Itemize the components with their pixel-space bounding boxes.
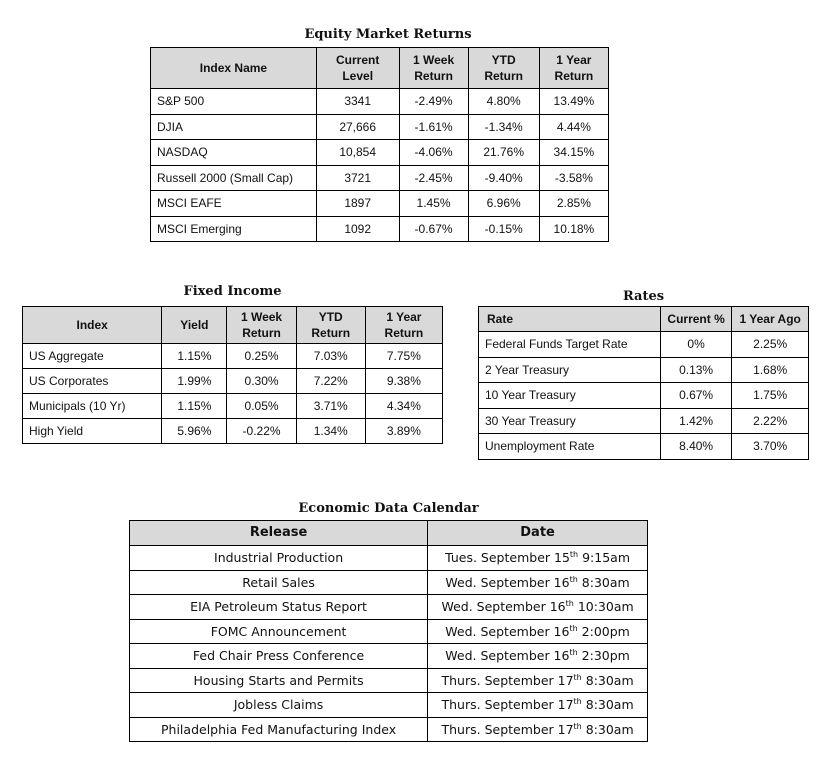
release-cell: FOMC Announcement [130,619,428,644]
econ-row [130,595,648,620]
rates-cell: 2.22% [732,408,809,434]
fixed-row [23,419,443,444]
fixed-cell: 7.03% [296,344,365,369]
equity-cell: DJIA [151,114,317,140]
date-cell [428,570,648,595]
equity-header-0: Index Name [151,48,317,89]
equity-cell: 1092 [316,216,399,242]
fixed-cell: 3.89% [365,419,442,444]
fixed-cell: 7.22% [296,369,365,394]
release-cell: Retail Sales [130,570,428,595]
equity-table [150,47,609,242]
rates-row [479,383,809,409]
rates-cell: 10 Year Treasury [479,383,661,409]
date-suffix: th [569,574,578,584]
date-day: Tues. September 15 [445,550,570,566]
equity-cell: 4.44% [539,114,608,140]
fixed-cell: -0.22% [227,419,296,444]
rates-cell: 0.13% [660,357,732,383]
date-cell [428,619,648,644]
equity-cell: 27,666 [316,114,399,140]
fixed-header-2: 1 Week Return [227,307,296,344]
date-day: Wed. September 16 [445,648,570,664]
rates-header-0: Rate [479,307,661,332]
rates-row [479,357,809,383]
equity-cell: -4.06% [399,140,468,166]
date-time: 8:30am [577,574,630,590]
fixed-cell: 1.99% [162,369,227,394]
rates-cell: 2 Year Treasury [479,357,661,383]
equity-row [151,191,609,217]
release-cell: Fed Chair Press Conference [130,644,428,669]
econ-header-1: Date [428,521,648,546]
econ-row [130,668,648,693]
econ-row [130,693,648,718]
equity-header-3: YTD Return [468,48,539,89]
date-day: Wed. September 16 [445,574,570,590]
rates-body [479,332,809,460]
date-time: 8:30am [581,697,634,713]
date-cell [428,717,648,742]
date-cell [428,595,648,620]
fixed-header-row [23,307,443,344]
econ-header-0: Release [130,521,428,546]
equity-cell: -0.67% [399,216,468,242]
fixed-cell: High Yield [23,419,162,444]
fixed-row [23,344,443,369]
equity-cell: Russell 2000 (Small Cap) [151,165,317,191]
fixed-cell: 4.34% [365,394,442,419]
release-cell: EIA Petroleum Status Report [130,595,428,620]
fixed-cell: 7.75% [365,344,442,369]
fixed-header-1: Yield [162,307,227,344]
equity-header-1: Current Level [316,48,399,89]
rates-header-2: 1 Year Ago [732,307,809,332]
equity-cell: 34.15% [539,140,608,166]
equity-cell: 2.85% [539,191,608,217]
date-day: Wed. September 16 [441,599,566,615]
fixed-income-table [22,306,443,444]
rates-header-row [479,307,809,332]
fixed-header-4: 1 Year Return [365,307,442,344]
release-cell: Housing Starts and Permits [130,668,428,693]
econ-title: Economic Data Calendar [298,501,479,516]
equity-cell: 10,854 [316,140,399,166]
econ-row [130,644,648,669]
fixed-header-3: YTD Return [296,307,365,344]
date-time: 8:30am [581,721,634,737]
econ-header-row [130,521,648,546]
rates-cell: 1.75% [732,383,809,409]
date-time: 9:15am [578,550,631,566]
fixed-cell: 1.34% [296,419,365,444]
equity-cell: MSCI EAFE [151,191,317,217]
fixed-cell: 0.30% [227,369,296,394]
equity-row [151,216,609,242]
date-day: Wed. September 16 [445,623,570,639]
equity-cell: 1.45% [399,191,468,217]
fixed-cell: 3.71% [296,394,365,419]
equity-cell: -1.34% [468,114,539,140]
equity-cell: 1897 [316,191,399,217]
fixed-income-title: Fixed Income [183,284,282,299]
rates-row [479,332,809,358]
rates-cell: 0.67% [660,383,732,409]
release-cell: Industrial Production [130,546,428,571]
date-day: Thurs. September 17 [441,672,574,688]
date-suffix: th [573,721,582,731]
fixed-cell: 5.96% [162,419,227,444]
equity-cell: 4.80% [468,89,539,115]
rates-cell: Federal Funds Target Rate [479,332,661,358]
fixed-body [23,344,443,444]
release-cell: Jobless Claims [130,693,428,718]
equity-cell: 21.76% [468,140,539,166]
release-cell: Philadelphia Fed Manufacturing Index [130,717,428,742]
fixed-header-0: Index [23,307,162,344]
equity-cell: 13.49% [539,89,608,115]
date-suffix: th [569,550,579,560]
equity-cell: -9.40% [468,165,539,191]
rates-header-1: Current % [660,307,732,332]
equity-row [151,140,609,166]
equity-header-4: 1 Year Return [539,48,608,89]
econ-row [130,717,648,742]
rates-cell: 8.40% [660,434,732,460]
equity-cell: -0.15% [468,216,539,242]
equity-cell: MSCI Emerging [151,216,317,242]
equity-cell: -3.58% [539,165,608,191]
rates-cell: Unemployment Rate [479,434,661,460]
date-suffix: th [569,648,578,658]
equity-cell: S&P 500 [151,89,317,115]
rates-cell: 0% [660,332,732,358]
econ-row [130,546,648,571]
date-cell [428,668,648,693]
equity-cell: 10.18% [539,216,608,242]
date-cell [428,644,648,669]
rates-cell: 1.42% [660,408,732,434]
equity-header-row [151,48,609,89]
rates-cell: 30 Year Treasury [479,408,661,434]
rates-cell: 2.25% [732,332,809,358]
equity-cell: 3721 [316,165,399,191]
rates-row [479,434,809,460]
fixed-row [23,369,443,394]
date-day: Thurs. September 17 [441,721,574,737]
equity-cell: -1.61% [399,114,468,140]
equity-cell: 3341 [316,89,399,115]
econ-row [130,570,648,595]
fixed-cell: US Aggregate [23,344,162,369]
date-cell [428,693,648,718]
fixed-cell: US Corporates [23,369,162,394]
equity-title: Equity Market Returns [304,27,472,42]
equity-cell: -2.45% [399,165,468,191]
fixed-row [23,394,443,419]
fixed-cell: 0.05% [227,394,296,419]
equity-row [151,165,609,191]
date-suffix: th [573,672,582,682]
date-suffix: th [569,623,578,633]
equity-row [151,114,609,140]
rates-title: Rates [622,289,665,304]
date-suffix: th [573,697,582,707]
equity-cell: 6.96% [468,191,539,217]
equity-cell: -2.49% [399,89,468,115]
rates-cell: 3.70% [732,434,809,460]
date-time: 2:30pm [577,648,630,664]
rates-cell: 1.68% [732,357,809,383]
econ-calendar-table [129,520,648,742]
fixed-cell: 9.38% [365,369,442,394]
date-time: 2:00pm [577,623,630,639]
econ-row [130,619,648,644]
econ-body [130,546,648,742]
rates-row [479,408,809,434]
fixed-cell: 1.15% [162,394,227,419]
equity-header-2: 1 Week Return [399,48,468,89]
date-suffix: th [565,599,574,609]
date-day: Thurs. September 17 [441,697,574,713]
fixed-cell: Municipals (10 Yr) [23,394,162,419]
rates-table [478,306,809,460]
equity-row [151,89,609,115]
fixed-cell: 1.15% [162,344,227,369]
date-time: 10:30am [573,599,634,615]
equity-cell: NASDAQ [151,140,317,166]
date-time: 8:30am [581,672,634,688]
equity-body [151,89,609,242]
fixed-cell: 0.25% [227,344,296,369]
date-cell [428,546,648,571]
